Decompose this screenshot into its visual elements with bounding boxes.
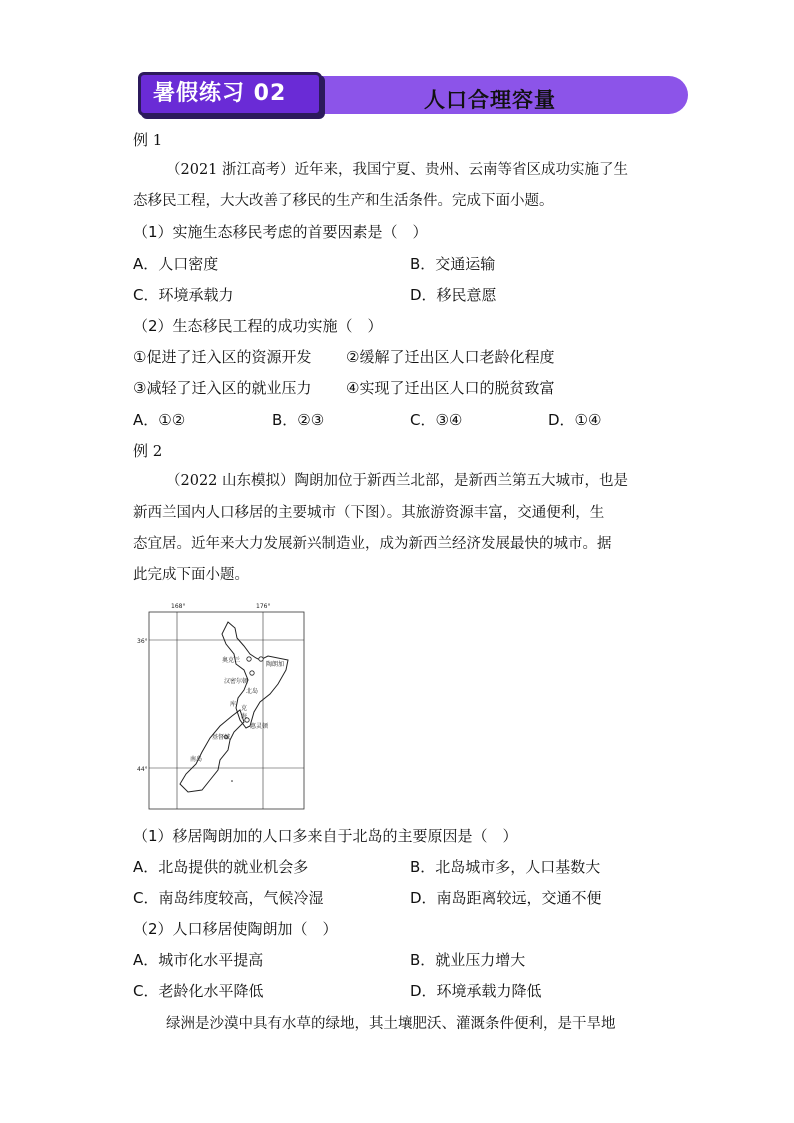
ex2-q2-option-d: D．环境承载力降低 bbox=[410, 982, 542, 1000]
ex2-stem-line-2: 新西兰国内人口移居的主要城市（下图）。其旅游资源丰富，交通便利，生 bbox=[133, 505, 605, 521]
tauranga-marker bbox=[259, 657, 263, 661]
ex1-q1-option-a: A．人口密度 bbox=[133, 255, 219, 273]
section-tag-label: 暑假练习 02 bbox=[153, 81, 287, 106]
ex2-q2-option-a: A．城市化水平提高 bbox=[133, 951, 264, 969]
ex2-question-1: （1）移居陶朗加的人口多来自于北岛的主要原因是（ ） bbox=[133, 827, 518, 845]
lon-176-label: 176° bbox=[256, 603, 271, 610]
auckland-marker bbox=[247, 657, 251, 661]
island-dot bbox=[231, 780, 233, 782]
ex1-q1-option-c: C．环境承载力 bbox=[133, 286, 234, 304]
ex1-q1-option-d: D．移民意愿 bbox=[410, 286, 497, 304]
hamilton-label: 汉密尔顿 bbox=[224, 678, 249, 685]
ex2-q2-option-b: B．就业压力增大 bbox=[410, 951, 526, 969]
ex1-stem-line-1: （2021 浙江高考）近年来，我国宁夏、贵州、云南等省区成功实施了生 bbox=[166, 162, 629, 178]
wellington-label: 惠灵顿 bbox=[250, 723, 269, 730]
christchurch-label: 基督城 bbox=[212, 734, 231, 741]
ex1-statement-1: ①促进了迁入区的资源开发 bbox=[133, 348, 312, 366]
tauranga-label: 陶朗加 bbox=[266, 661, 285, 668]
ex1-statement-3: ③减轻了迁入区的就业压力 bbox=[133, 379, 312, 397]
example-2-label: 例 2 bbox=[133, 442, 163, 460]
ex2-question-2: （2）人口移居使陶朗加（ ） bbox=[133, 920, 338, 938]
lon-168-label: 168° bbox=[171, 603, 186, 610]
ex2-q1-option-d: D．南岛距离较远，交通不便 bbox=[410, 889, 602, 907]
ex1-q1-option-b: B．交通运输 bbox=[410, 255, 496, 273]
north-island-label: 北岛 bbox=[246, 688, 259, 695]
section-banner bbox=[138, 72, 688, 116]
lat-36-label: 36° bbox=[137, 638, 148, 645]
ex1-question-1: （1）实施生态移民考虑的首要因素是（ ） bbox=[133, 223, 428, 241]
strait-char-3: 海 bbox=[241, 713, 248, 720]
ex1-statement-2: ②缓解了迁出区人口老龄化程度 bbox=[346, 348, 555, 366]
north-island-outline bbox=[222, 622, 288, 728]
ex1-q2-option-d: D．①④ bbox=[548, 411, 602, 429]
ex2-q1-option-c: C．南岛纬度较高，气候冷湿 bbox=[133, 889, 324, 907]
lat-44-label: 44° bbox=[137, 766, 148, 773]
ex2-stem-line-3: 态宜居。近年来大力发展新兴制造业，成为新西兰经济发展最快的城市。据 bbox=[133, 536, 612, 552]
ex1-statement-4: ④实现了迁出区人口的脱贫致富 bbox=[346, 379, 555, 397]
ex2-q1-option-b: B．北岛城市多，人口基数大 bbox=[410, 858, 601, 876]
strait-char-1: 库 bbox=[230, 701, 237, 708]
strait-char-2: 克 bbox=[241, 705, 248, 712]
example-1-label: 例 1 bbox=[133, 131, 163, 149]
ex1-q2-option-c: C．③④ bbox=[410, 411, 463, 429]
ex2-q1-option-a: A．北岛提供的就业机会多 bbox=[133, 858, 309, 876]
ex1-q2-option-a: A．①② bbox=[133, 411, 186, 429]
next-passage-line: 绿洲是沙漠中具有水草的绿地，其土壤肥沃、灌溉条件便利，是干旱地 bbox=[166, 1016, 616, 1032]
section-title: 人口合理容量 bbox=[424, 88, 556, 112]
ex2-q2-option-c: C．老龄化水平降低 bbox=[133, 982, 264, 1000]
ex2-stem-line-4: 此完成下面小题。 bbox=[133, 567, 249, 583]
ex2-stem-line-1: （2022 山东模拟）陶朗加位于新西兰北部，是新西兰第五大城市，也是 bbox=[166, 473, 629, 489]
south-island-outline bbox=[180, 710, 244, 792]
ex1-stem-line-2: 态移民工程，大大改善了移民的生产和生活条件。完成下面小题。 bbox=[133, 193, 554, 209]
auckland-label: 奥克兰 bbox=[222, 657, 241, 664]
hamilton-marker bbox=[250, 671, 254, 675]
section-tag bbox=[138, 72, 322, 116]
south-island-label: 南岛 bbox=[190, 756, 203, 763]
new-zealand-map bbox=[137, 600, 312, 812]
ex1-q2-option-b: B．②③ bbox=[272, 411, 325, 429]
ex1-question-2: （2）生态移民工程的成功实施（ ） bbox=[133, 317, 383, 335]
